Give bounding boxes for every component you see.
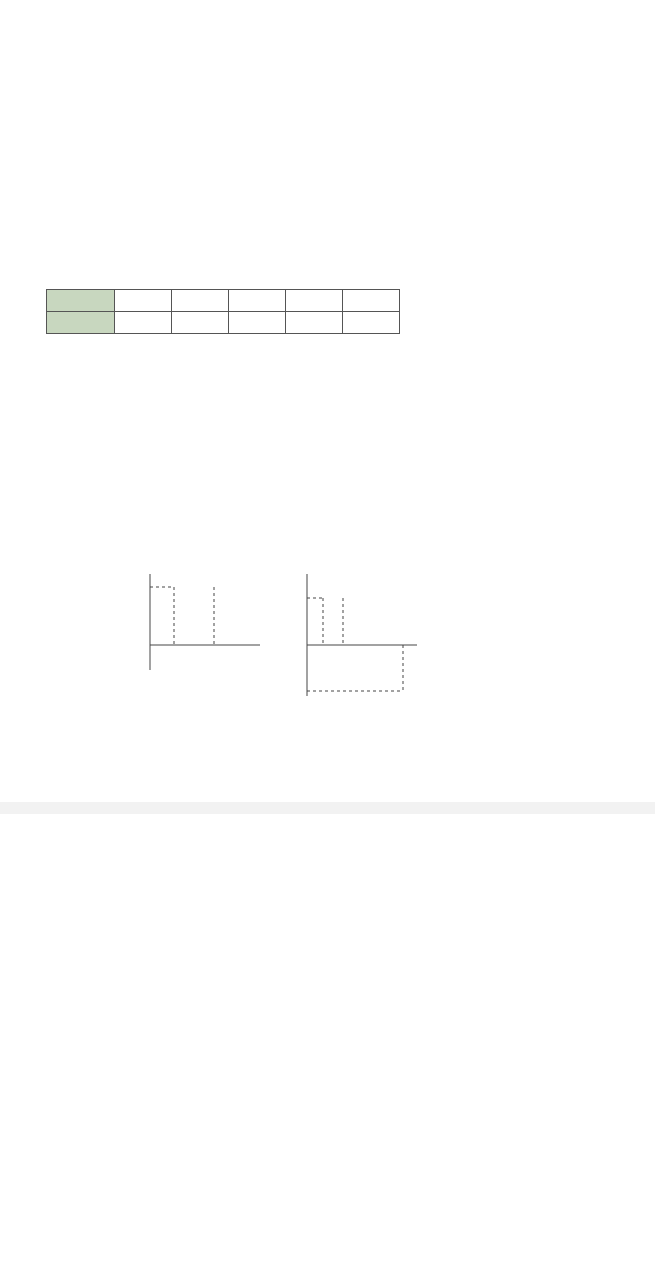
table-header-t (47, 290, 115, 312)
table-question-b (50, 381, 410, 421)
problem-10 (6, 520, 650, 535)
table-cell (229, 290, 286, 312)
table-cell (343, 290, 400, 312)
table-question-c (50, 434, 410, 474)
page-separator (0, 802, 655, 814)
table-cell (115, 290, 172, 312)
table-cell (172, 290, 229, 312)
table-question-a (50, 328, 410, 368)
graph-2 (285, 562, 435, 732)
graph-1 (138, 562, 278, 732)
table-cell (286, 290, 343, 312)
table-row (47, 290, 400, 312)
graph-1-line (150, 587, 240, 645)
